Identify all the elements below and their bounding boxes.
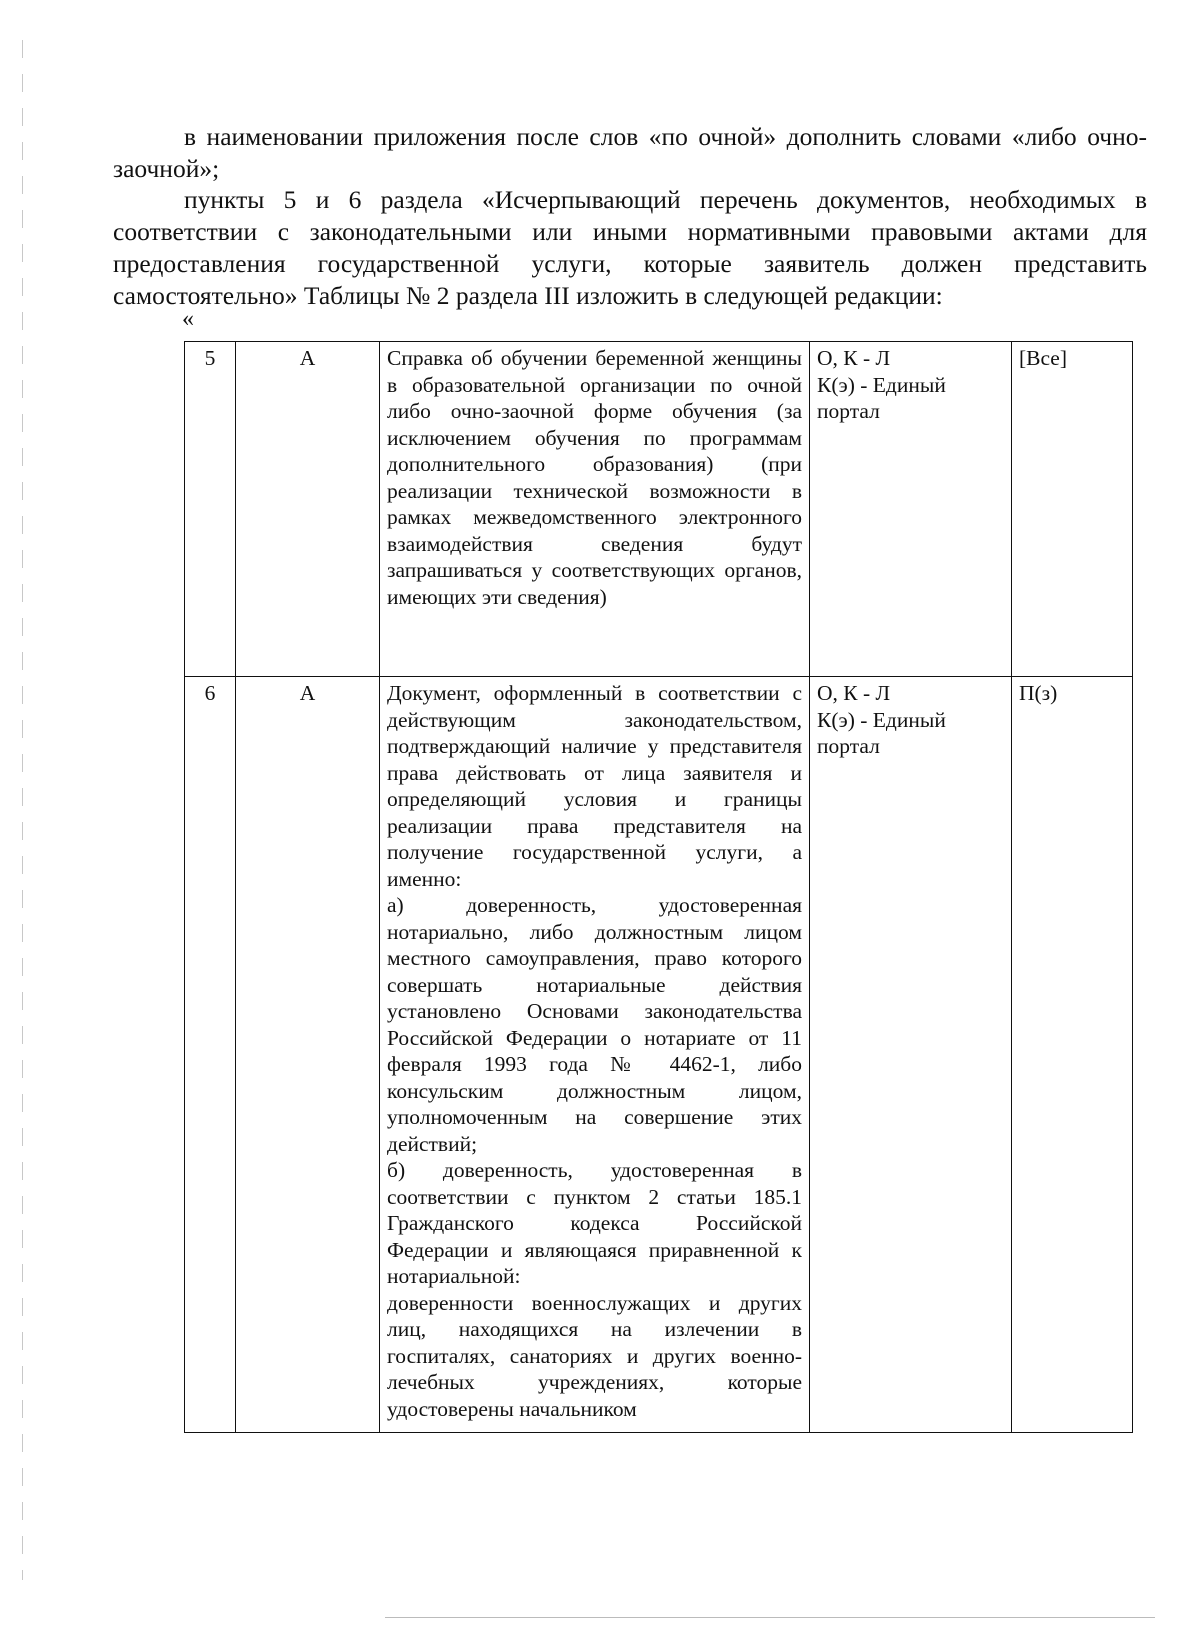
page-bottom-rule <box>385 1617 1155 1618</box>
row-document-cell <box>380 677 810 1433</box>
intro-paragraph-2: пункты 5 и 6 раздела «Исчерпывающий перечень документов, необходимых в соответствии с законодательными или иными нормативными правовыми актами для предоставления государственной услуги, которые заявитель должен представить самостоятельно» Таблицы № 2 раздела III изложить в следующей редакции: <box>113 185 1147 310</box>
row-category-cell: А <box>236 342 380 677</box>
scan-margin-line <box>22 40 23 1580</box>
row-submission-cell <box>810 677 1012 1433</box>
document-description: Справка об обучении беременной женщины в образовательной организации по очной либо очно-заочной форме обучения (за исключением обучения по программам дополнительного образования) (при реализации технической возможности в рамках межведомственного электронного взаимодействия сведения будут запрашиваться у соответствующих органов, имеющих эти сведения) <box>387 346 802 609</box>
table-row <box>185 677 1133 1433</box>
document-description: Документ, оформленный в соответствии с действующим законодательством, подтверждающий наличие у представителя права действовать от лица заявителя и определяющий условия и границы реализации права представителя на получение государственной услуги, а именно: <box>387 681 802 891</box>
intro-paragraph-1: в наименовании приложения после слов «по очной» дополнить словами «либо очно-заочной»; <box>113 122 1147 183</box>
submission-method-line: О, К - Л <box>817 681 891 705</box>
row-number-cell: 6 <box>185 677 236 1433</box>
row-number-cell: 5 <box>185 342 236 677</box>
documents-table <box>184 341 1133 1433</box>
row-flag-cell: [Все] <box>1012 342 1133 677</box>
opening-quote-mark: « <box>182 306 194 332</box>
submission-method-line: О, К - Л <box>817 346 891 370</box>
row-category-cell: А <box>236 677 380 1433</box>
submission-method-line: К(э) - Единый портал <box>817 707 946 758</box>
document-item-b: б) доверенность, удостоверенная в соответствии с пунктом 2 статьи 185.1 Гражданского кодекса Российской Федерации и являющаяся приравненной к нотариальной: <box>387 1158 802 1288</box>
submission-method-line: К(э) - Единый портал <box>817 372 946 423</box>
row-document-cell <box>380 342 810 677</box>
document-item-b-continuation: доверенности военнослужащих и других лиц, находящихся на излечении в госпиталях, санаториях и других военно-лечебных учреждениях, которые удостоверены начальником <box>387 1290 802 1421</box>
row-submission-cell <box>810 342 1012 677</box>
table-row <box>185 342 1133 677</box>
row-flag-cell: П(з) <box>1012 677 1133 1433</box>
document-item-a: а) доверенность, удостоверенная нотариально, либо должностным лицом местного самоуправления, право которого совершать нотариальные действия установлено Основами законодательства Российской Федерации о нотариате от 11 февраля 1993 года № 4462-1, либо консульским должностным лицом, уполномоченным на совершение этих действий; <box>387 893 802 1156</box>
